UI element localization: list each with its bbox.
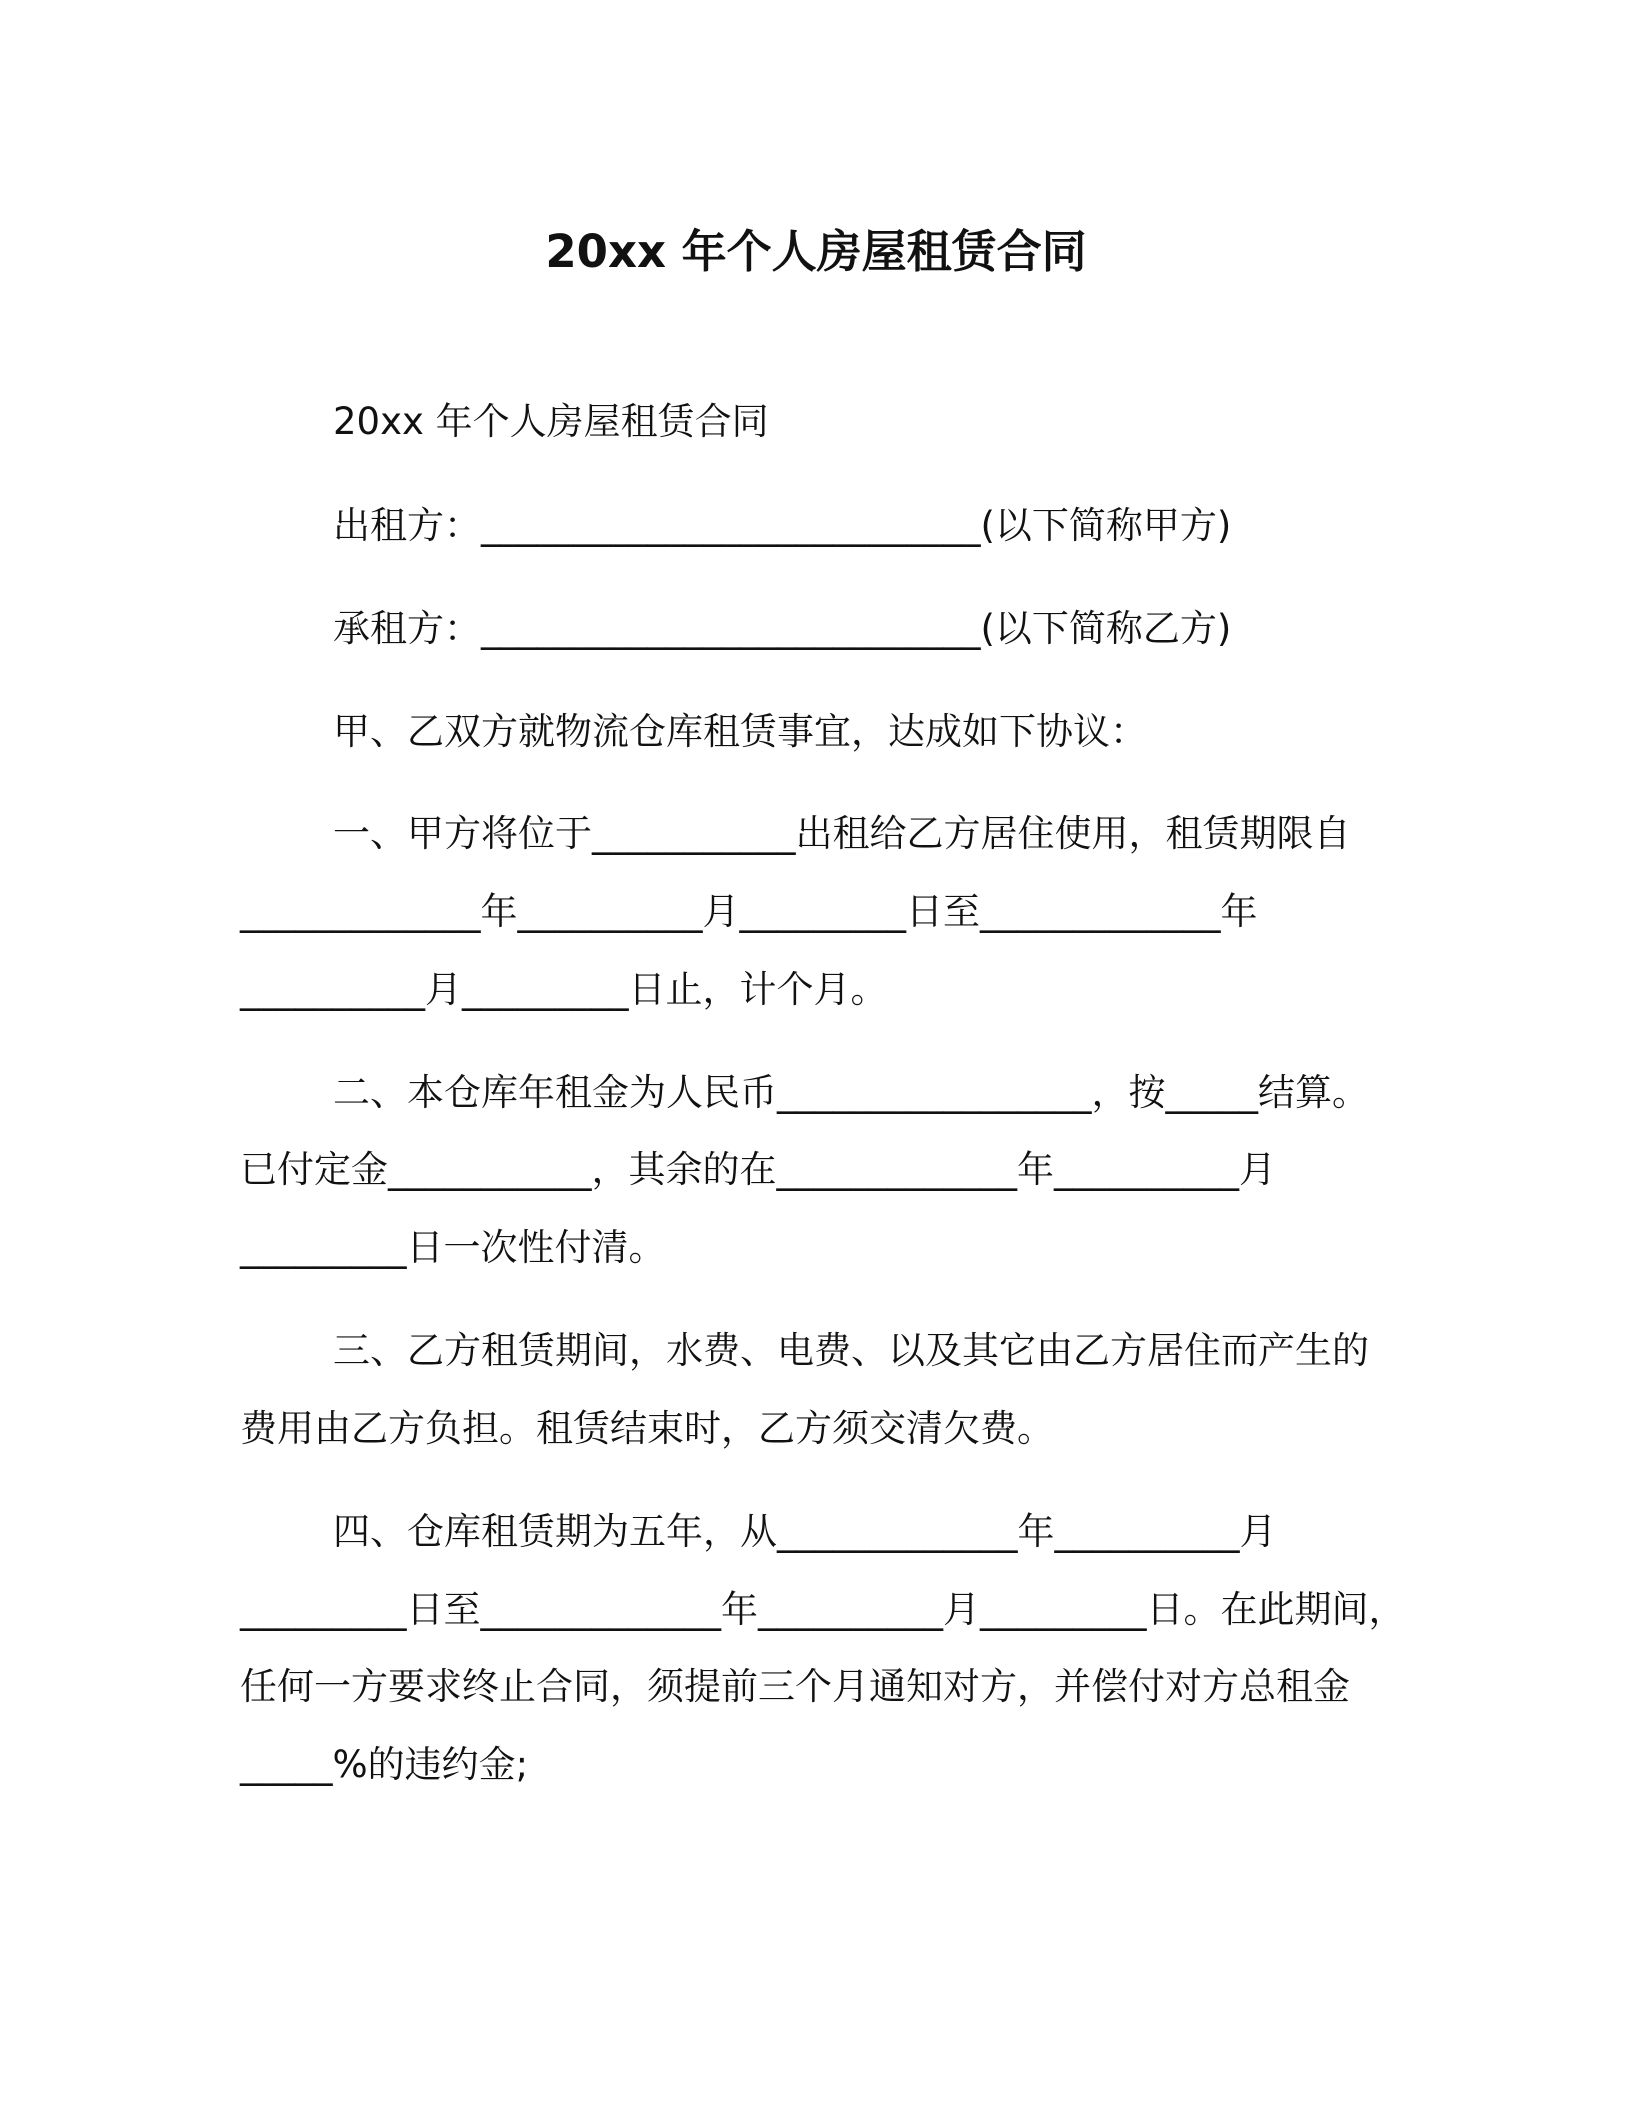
lessee-line: 承租方：___________________________(以下简称乙方) — [333, 607, 1232, 650]
clause-4-line-2: _________日至_____________年__________月_________日。在此期间， — [240, 1588, 1406, 1631]
clause-4-line-4: _____%的违约金; — [240, 1743, 529, 1786]
clause-3-line-2: 费用由乙方负担。租赁结束时，乙方须交清欠费。 — [240, 1407, 1054, 1450]
clause-3-line-1: 三、乙方租赁期间，水费、电费、以及其它由乙方居住而产生的 — [333, 1329, 1369, 1372]
clause-2-line-2: 已付定金___________，其余的在_____________年__________月 — [240, 1148, 1276, 1191]
intro-line: 甲、乙双方就物流仓库租赁事宜，达成如下协议： — [333, 710, 1147, 753]
clause-1-line-1: 一、甲方将位于___________出租给乙方居住使用，租赁期限自 — [333, 812, 1351, 855]
clause-1-line-2: _____________年__________月_________日至_____________年 — [240, 890, 1258, 933]
clause-2-line-1: 二、本仓库年租金为人民币_________________，按_____结算。 — [333, 1071, 1369, 1114]
clause-1-line-3: __________月_________日止，计个月。 — [240, 968, 888, 1011]
lessor-line: 出租方：___________________________(以下简称甲方) — [333, 504, 1232, 547]
clause-2-line-3: _________日一次性付清。 — [240, 1226, 666, 1269]
clause-4-line-1: 四、仓库租赁期为五年，从_____________年__________月 — [333, 1510, 1277, 1553]
clause-4-line-3: 任何一方要求终止合同，须提前三个月通知对方，并偿付对方总租金 — [240, 1665, 1350, 1708]
document-subtitle: 20xx 年个人房屋租赁合同 — [333, 400, 769, 443]
document-title: 20xx 年个人房屋租赁合同 — [545, 225, 1087, 278]
